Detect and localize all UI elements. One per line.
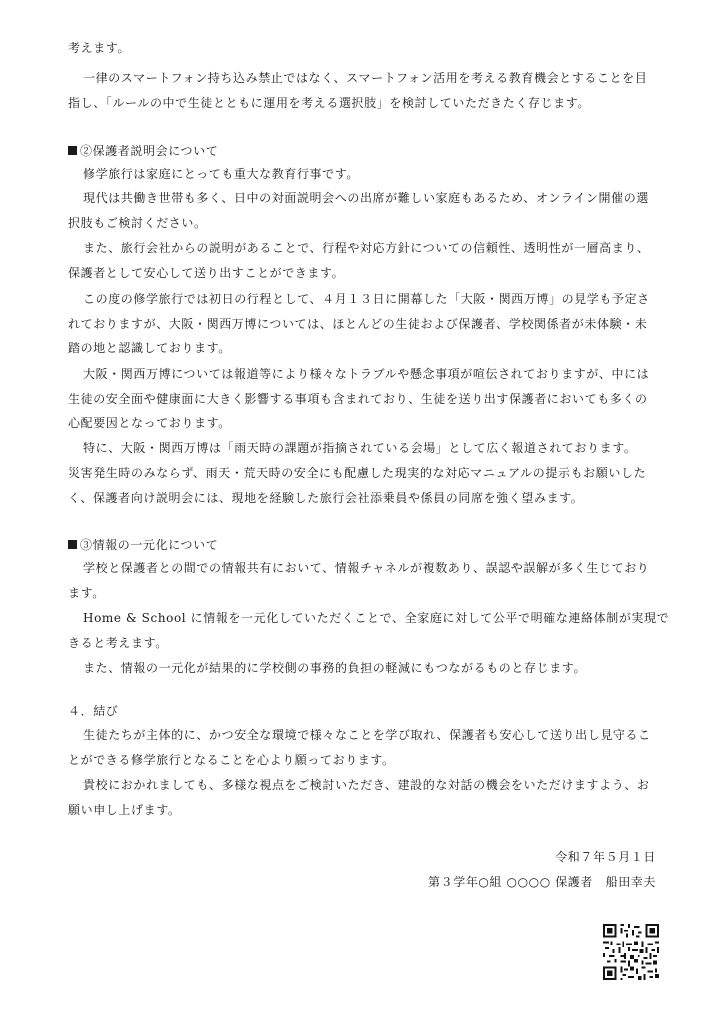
- body-line: また、情報の一元化が結果的に学校側の事務的負担の軽減にもつながるものと存じます。: [83, 661, 587, 675]
- square-bullet-icon: [68, 146, 77, 155]
- body-line: 特に、大阪・関西万博は「雨天時の課題が指摘されている会場」として広く報道されております。: [83, 441, 637, 455]
- body-line: 択肢もご検討ください。: [68, 216, 207, 230]
- body-line: 修学旅行は家庭にとっても重大な教育行事です。: [83, 167, 360, 181]
- body-line: 心配要因となっております。: [68, 416, 231, 430]
- body-line: 生徒たちが主体的に、かつ安全な環境で様々なことを学び取れ、保護者も安心して送り出し見守るこ: [83, 728, 651, 742]
- body-line: 学校と保護者との間での情報共有において、情報チャネルが複数あり、誤認や誤解が多く生じており: [83, 561, 650, 575]
- body-line: 生徒の安全面や健康面に大きく影響する事項も含まれており、生徒を送り出す保護者においても多くの: [68, 392, 648, 406]
- document-date: 令和７年５月１日: [555, 850, 656, 864]
- body-line: 考えます。: [68, 41, 131, 55]
- body-line: 大阪・関西万博については報道等により様々なトラブルや懸念事項が喧伝されておりますが、中には: [83, 367, 650, 381]
- square-bullet-icon: [68, 540, 77, 549]
- body-line: れておりますが、大阪・関西万博については、ほとんどの生徒および保護者、学校関係者が未体験・未: [68, 317, 648, 331]
- section-heading: ４．結び: [68, 704, 119, 718]
- body-line: 貴校におかれましても、多様な視点をご検討いただき、建設的な対話の機会をいただけますよう、お: [83, 778, 650, 792]
- body-line: 踏の地と認識しております。: [68, 341, 231, 355]
- body-line: 願い申し上げます。: [68, 803, 181, 817]
- body-line: また、旅行会社からの説明があることで、行程や対応方針についての信頼性、透明性が一層高まり、: [83, 241, 650, 255]
- body-line: 保護者として安心して送り出すことができます。: [68, 266, 345, 280]
- section-heading-text: ②保護者説明会について: [80, 144, 219, 158]
- section-heading-text: ③情報の一元化について: [80, 538, 219, 552]
- body-line: く、保護者向け説明会には、現地を経験した旅行会社添乗員や係員の同席を強く望みます。: [68, 491, 584, 505]
- body-line: 指し、「ルールの中で生徒とともに運用を考える選択肢」を検討していただきたく存じます。: [68, 96, 591, 110]
- body-line: この度の修学旅行では初日の行程として、４月１３日に開幕した「大阪・関西万博」の見学も予定さ: [83, 292, 650, 306]
- body-line: きると考えます。: [68, 636, 168, 650]
- body-line: 災害発生時のみならず、雨天・荒天時の安全にも配慮した現実的な対応マニュアルの提示もお願いした: [68, 466, 647, 480]
- body-line: ます。: [68, 586, 105, 600]
- body-line: Home & School に情報を一元化していただくことで、全家庭に対して公平で明確な連絡体制が実現で: [83, 611, 670, 625]
- qr-code-icon: [603, 924, 659, 980]
- body-line: とができる修学旅行となることを心より願っております。: [68, 753, 395, 767]
- section-heading: [68, 143, 218, 159]
- body-line: 現代は共働き世帯も多く、日中の対面説明会への出席が難しい家庭もあるため、オンライン開催の選: [83, 191, 649, 205]
- section-heading: [68, 537, 218, 553]
- author-signature: 第３学年○組 ○○○○ 保護者 船田幸夫: [428, 875, 656, 889]
- body-line: 一律のスマートフォン持ち込み禁止ではなく、スマートフォン活用を考える教育機会とすることを目: [83, 71, 648, 85]
